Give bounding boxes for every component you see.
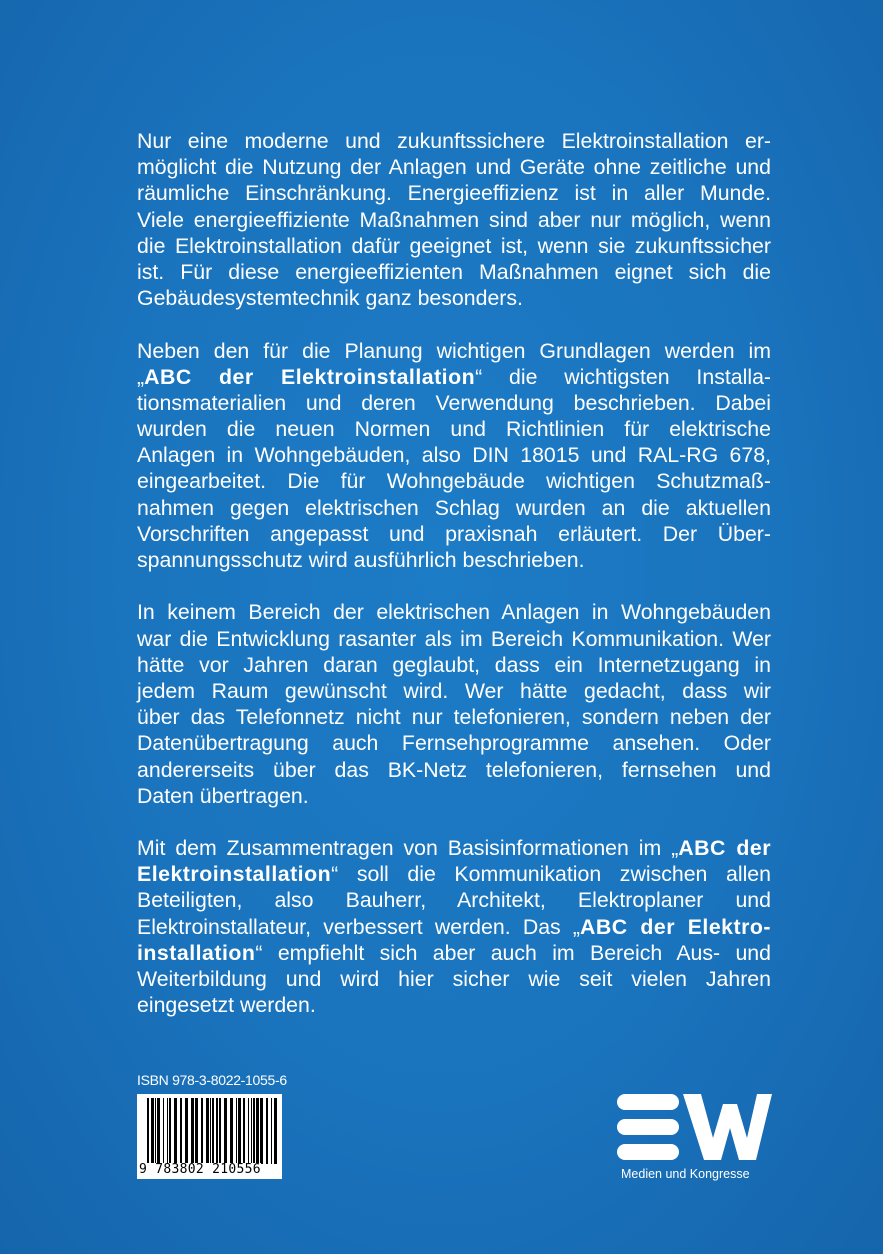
barcode-bar	[271, 1098, 272, 1164]
text-segment: „	[137, 364, 145, 389]
barcode-bar	[260, 1098, 263, 1164]
barcode-bar	[163, 1098, 164, 1164]
text-segment: räumliche Einschränkung. Energieeffizienz ist in aller Munde.	[137, 181, 771, 206]
text-segment: “ empfiehlt sich aber auch im Bereich Aus- und	[255, 940, 771, 965]
barcode-bar	[169, 1098, 171, 1164]
text-line	[137, 468, 771, 494]
text-line	[137, 992, 771, 1018]
text-line	[137, 259, 771, 285]
barcode-bar	[224, 1098, 227, 1164]
text-segment: Mit dem Zusammentragen von Basisinformationen im „	[137, 836, 679, 861]
text-segment: Vorschriften angepasst und praxisnah erläutert. Der Über-	[137, 521, 771, 546]
barcode-bar	[216, 1098, 218, 1164]
barcode-bar	[174, 1098, 177, 1164]
barcode-bar	[266, 1098, 268, 1164]
text-line	[137, 966, 771, 992]
paragraph	[137, 835, 771, 1018]
text-line	[137, 521, 771, 547]
barcode-bar	[274, 1098, 277, 1164]
text-line	[137, 757, 771, 783]
book-title-emphasis: installation	[137, 940, 256, 965]
barcode-bar	[219, 1098, 221, 1164]
text-line	[137, 338, 771, 364]
text-segment: “ soll die Kommunikation zwischen allen	[331, 862, 771, 887]
barcode-bar	[167, 1098, 168, 1164]
text-line	[137, 495, 771, 521]
text-line	[137, 180, 771, 206]
text-segment: Datenübertragung auch Fernsehprogramme ansehen. Oder	[137, 731, 771, 756]
book-title-emphasis: Elektroinstallation	[137, 862, 332, 887]
text-segment: Beteiligten, also Bauherr, Architekt, Elektroplaner und	[137, 888, 771, 913]
text-segment: Weiterbildung und wird hier sicher wie seit vielen Jahren	[137, 967, 771, 991]
text-segment: jedem Raum gewünscht wird. Wer hätte gedacht, dass wir	[137, 678, 771, 703]
text-line	[137, 547, 771, 573]
text-line	[137, 730, 771, 756]
text-line	[137, 861, 771, 887]
text-line	[137, 652, 771, 678]
barcode-bar	[238, 1098, 241, 1164]
text-line	[137, 887, 771, 913]
barcode-bar	[256, 1098, 259, 1164]
paragraph	[137, 128, 771, 311]
text-line	[137, 128, 771, 154]
text-segment: spannungsschutz wird ausführlich beschrieben.	[137, 548, 585, 572]
text-line	[137, 835, 771, 861]
text-line	[137, 678, 771, 704]
text-line	[137, 704, 771, 730]
barcode-bar	[210, 1098, 211, 1164]
book-title-emphasis: ABC der	[678, 836, 771, 861]
text-line	[137, 416, 771, 442]
barcode-bar	[147, 1098, 149, 1164]
text-line	[137, 599, 771, 625]
text-line	[137, 285, 771, 311]
text-segment: eingearbeitet. Die für Wohngebäude wichtigen Schutzmaß-	[137, 469, 771, 494]
text-segment: In keinem Bereich der elektrischen Anlagen in Wohngebäuden	[137, 600, 771, 625]
barcode-bar	[236, 1098, 237, 1164]
text-segment: die Elektroinstallation dafür geeignet ist, wenn sie zukunftssicher	[137, 233, 771, 258]
barcode-bar	[157, 1098, 160, 1164]
barcode-bar	[248, 1098, 249, 1164]
text-segment: Neben den für die Planung wichtigen Grundlagen werden im	[137, 338, 771, 363]
text-segment: Elektroinstallateur, verbessert werden. Das „	[137, 914, 580, 939]
text-segment: Nur eine moderne und zukunftssichere Elektroinstallation er-	[137, 129, 771, 153]
text-line	[137, 783, 771, 809]
barcode	[137, 1094, 282, 1179]
logo-subtitle: Medien und Kongresse	[621, 1167, 750, 1181]
text-segment: tionsmaterialien und deren Verwendung beschrieben. Dabei	[137, 390, 771, 415]
barcode-bar	[180, 1098, 182, 1164]
text-line	[137, 207, 771, 233]
paragraph	[137, 599, 771, 809]
text-segment: Gebäudesystemtechnik ganz besonders.	[137, 286, 523, 311]
barcode-bar	[191, 1098, 194, 1164]
text-segment: “ die wichtigsten Installa-	[475, 364, 771, 389]
text-segment: über das Telefonnetz nicht nur telefonieren, sondern neben der	[137, 705, 771, 730]
text-segment: Anlagen in Wohngebäuden, also DIN 18015 und RAL-RG 678,	[137, 443, 771, 468]
barcode-bar	[195, 1098, 198, 1164]
text-line	[137, 626, 771, 652]
barcode-bar	[185, 1098, 188, 1164]
text-line	[137, 233, 771, 259]
barcode-bar	[251, 1098, 252, 1164]
barcode-bar	[253, 1098, 255, 1164]
text-line	[137, 442, 771, 468]
text-segment: wurden die neuen Normen und Richtlinien für elektrische	[137, 417, 771, 442]
book-title-emphasis: ABC der Elektro-	[580, 914, 771, 939]
text-segment: eingesetzt werden.	[137, 993, 316, 1018]
isbn-label: ISBN 978-3-8022-1055-6	[137, 1072, 287, 1088]
barcode-bar	[155, 1098, 156, 1164]
text-segment: nahmen gegen elektrischen Schlag wurden an die aktuellen	[137, 495, 771, 520]
text-line	[137, 154, 771, 180]
barcode-bar	[230, 1098, 233, 1164]
back-cover-text	[137, 128, 771, 1045]
text-segment: Daten übertragen.	[137, 783, 309, 808]
text-segment: möglicht die Nutzung der Anlagen und Geräte ohne zeitliche und	[137, 155, 771, 180]
text-line	[137, 390, 771, 416]
text-line	[137, 914, 771, 940]
ew-logo	[617, 1094, 772, 1160]
text-segment: ist. Für diese energieeffizienten Maßnahmen eignet sich die	[137, 259, 771, 284]
text-segment: Viele energieeffiziente Maßnahmen sind aber nur möglich, wenn	[137, 207, 771, 232]
barcode-bars	[137, 1094, 282, 1164]
text-segment: andererseits über das BK-Netz telefonieren, fernsehen und	[137, 757, 771, 782]
barcode-bar	[212, 1098, 214, 1164]
barcode-bar	[243, 1098, 245, 1164]
paragraph	[137, 338, 771, 574]
text-segment: war die Entwicklung rasanter als im Bereich Kommunikation. Wer	[137, 626, 771, 651]
barcode-number: 9 783802 210556	[139, 1162, 261, 1177]
text-line	[137, 940, 771, 966]
text-line	[137, 364, 771, 390]
book-title-emphasis: ABC der Elektroinstallation	[144, 364, 476, 389]
text-segment: hätte vor Jahren daran geglaubt, dass ein Internetzugang in	[137, 652, 771, 677]
barcode-bar	[151, 1098, 154, 1164]
barcode-bar	[206, 1098, 209, 1164]
barcode-bar	[201, 1098, 203, 1164]
